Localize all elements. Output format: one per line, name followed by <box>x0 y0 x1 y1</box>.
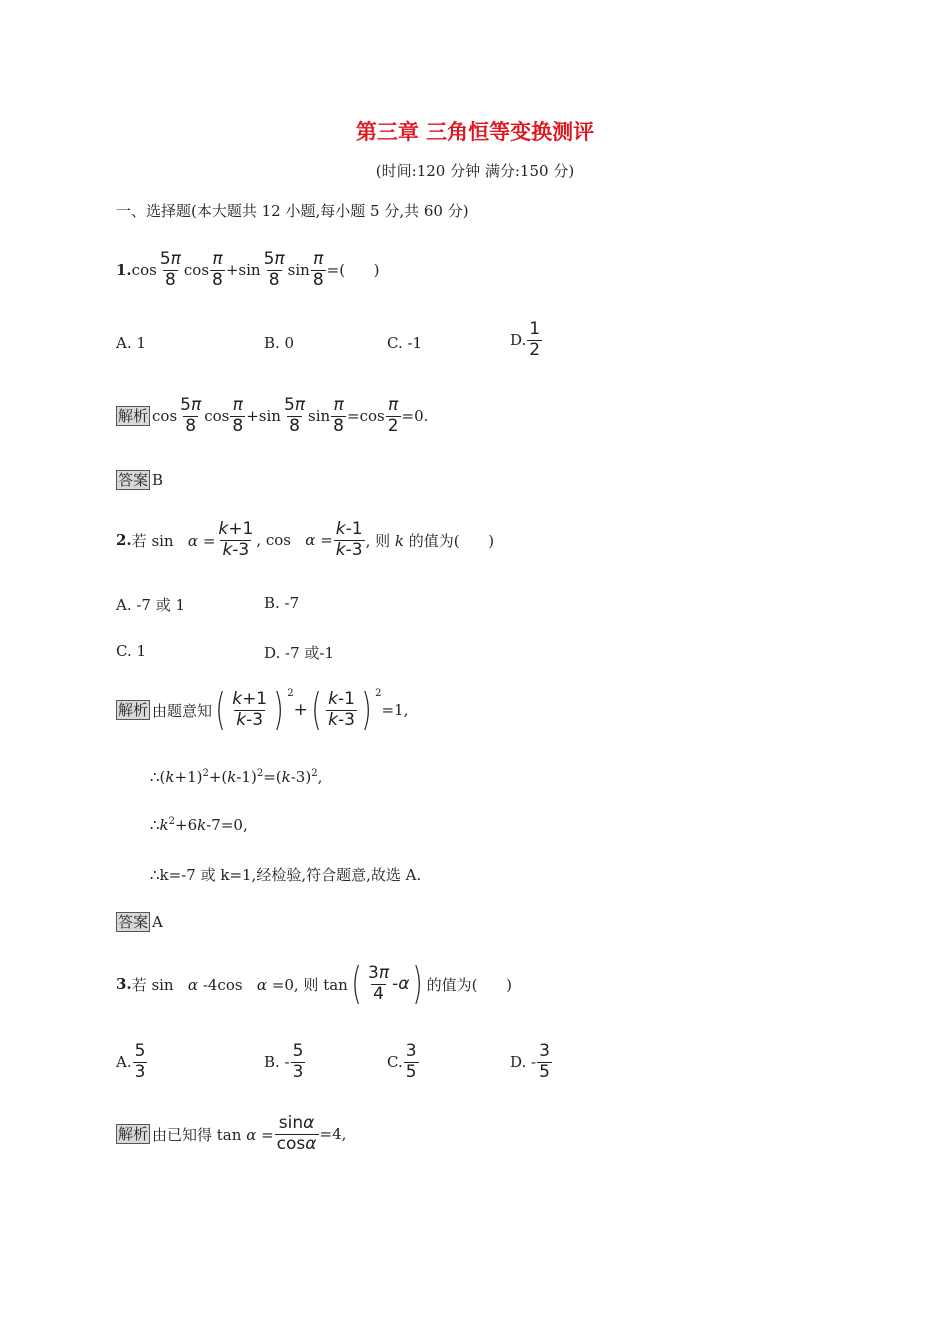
fraction: $\frac{\pi}{2}$ <box>387 395 399 436</box>
question-number: 2. <box>116 531 132 550</box>
q2-step-2: $\therefore k^2+6k-7=0$, <box>150 816 248 834</box>
option-c: C. 1 <box>116 642 147 660</box>
page-subtitle: (时间:120 分钟 满分:150 分) <box>375 162 575 180</box>
fraction: $\frac{3\pi}{4}$ <box>368 962 390 1004</box>
question-3: 3. 若 sin α -4cos α =0, 则 tan ( $\frac{3\pi}{4}$ -α ) 的值为( ) <box>116 958 512 1009</box>
q1-answer: 答案 B <box>118 471 164 489</box>
question-number: 1. <box>116 261 132 280</box>
question-2: 2. 若 sin α = $\frac{k+1}{k-3}$ , cos α = $\frac{k-1}{k-3}$ , 则 k 的值为( ) <box>116 519 495 560</box>
fraction: $\frac{k+1}{k-3}$ <box>232 688 268 730</box>
fraction: $\frac{5}{3}$ <box>292 1041 304 1082</box>
option-c: C. $\frac{3}{5}$ <box>387 1041 417 1082</box>
analysis-tag: 解析 <box>118 1125 149 1144</box>
fraction: $\frac{5\pi}{8}$ <box>263 249 285 290</box>
analysis-tag: 解析 <box>118 407 149 426</box>
fraction: $\frac{3}{5}$ <box>405 1041 417 1082</box>
answer-tag: 答案 <box>118 471 149 489</box>
fraction: $\frac{5\pi}{8}$ <box>283 395 306 436</box>
fraction: $\frac{k-1}{k-3}$ <box>335 519 363 560</box>
question-number: 3. <box>116 975 132 993</box>
option-b: B. - $\frac{5}{3}$ <box>264 1041 304 1082</box>
fraction: $\frac{5}{3}$ <box>134 1041 146 1082</box>
fraction: $\frac{3}{5}$ <box>539 1041 550 1082</box>
option-b: B. -7 <box>264 594 300 612</box>
page-title: 第三章 三角恒等变换测评 <box>355 120 595 144</box>
option-d: D. $\frac{1}{2}$ <box>510 319 541 360</box>
fraction: $\frac{\pi}{8}$ <box>312 249 324 290</box>
option-a: A. -7 或 1 <box>116 596 186 614</box>
option-d: D. -7 或-1 <box>264 644 335 662</box>
analysis-tag: 解析 <box>118 701 149 719</box>
option-b: B. 0 <box>264 334 295 352</box>
fraction: $\frac{5\pi}{8}$ <box>180 395 202 436</box>
fraction: $\frac{\pi}{8}$ <box>212 249 223 290</box>
q2-analysis: 解析 由题意知 ( $\frac{k+1}{k-3}$ ) 2 + ( $\frac{k-1}{k-3}$ ) 2 =1, <box>118 684 409 735</box>
q1-analysis: 解析 cos $\frac{5\pi}{8}$ cos $\frac{\pi}{8}$ +sin $\frac{5\pi}{8}$ sin $\frac{\pi}{8}$ =cos $\frac{\pi}{2}$ =0. <box>118 395 429 436</box>
q2-step-1: $\therefore(k+1)^2+(k-1)^2=(k-3)^2$, <box>150 768 323 786</box>
option-a: A. 1 <box>116 334 146 352</box>
fraction: $\frac{\pi}{8}$ <box>232 395 244 436</box>
option-c: C. -1 <box>387 334 423 352</box>
fraction: $\frac{5\pi}{8}$ <box>159 249 181 290</box>
q3-analysis: 解析 由已知得 tan α = $\frac{\sin\alpha}{\cos\alpha}$ =4, <box>118 1113 347 1154</box>
option-d: D. - $\frac{3}{5}$ <box>510 1041 550 1082</box>
fraction: $\frac{1}{2}$ <box>529 319 541 360</box>
answer-tag: 答案 <box>118 913 149 931</box>
q2-answer: 答案 A <box>118 913 163 931</box>
option-a: A. $\frac{5}{3}$ <box>116 1041 146 1082</box>
fraction: $\frac{k+1}{k-3}$ <box>218 519 254 560</box>
fraction: $\frac{\sin\alpha}{\cos\alpha}$ <box>276 1113 317 1154</box>
fraction: $\frac{\pi}{8}$ <box>333 395 344 436</box>
q2-step-3: ∴k=-7 或 k=1,经检验,符合题意,故选 A. <box>150 866 422 884</box>
question-1: 1. cos $\frac{5\pi}{8}$ cos $\frac{\pi}{8}$ +sin $\frac{5\pi}{8}$ sin $\frac{\pi}{8}$ =( ) <box>116 249 380 290</box>
fraction: $\frac{k-1}{k-3}$ <box>328 688 355 730</box>
section-heading: 一、选择题(本大题共 12 小题,每小题 5 分,共 60 分) <box>116 202 469 220</box>
